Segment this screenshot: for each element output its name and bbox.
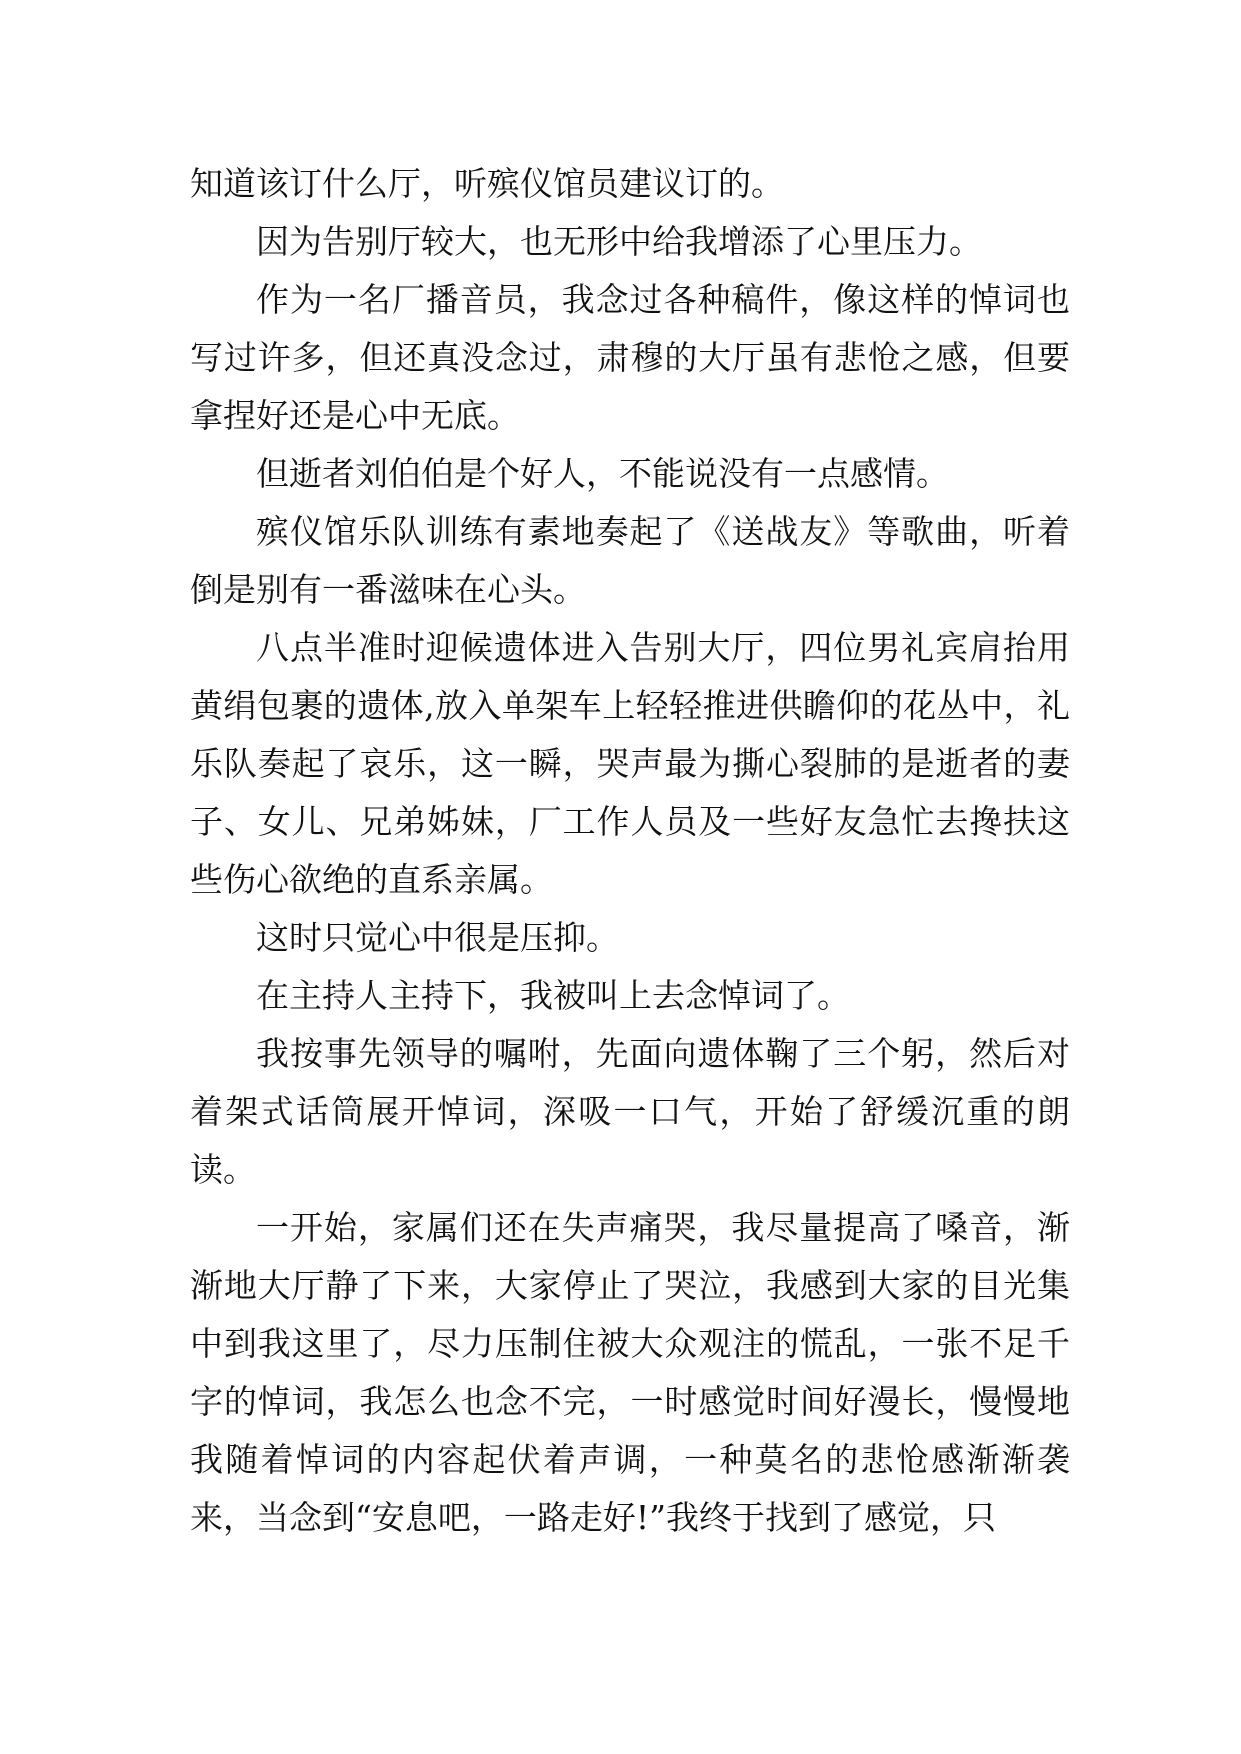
paragraph-5: 殡仪馆乐队训练有素地奏起了《送战友》等歌曲，听着倒是别有一番滋味在心头。 [190,512,1070,609]
document-body [190,155,1070,1547]
paragraph-10: 一开始，家属们还在失声痛哭，我尽量提高了嗓音，渐渐地大厅静了下来，大家停止了哭泣，我感到大家的目光集中到我这里了，尽力压制住被大众观注的慌乱，一张不足千字的悼词，我怎么也念不完，一时感觉时间好漫长，慢慢地我随着悼词的内容起伏着声调，一种莫名的悲怆感渐渐袭来，当念到“安息吧，一路走好!”我终于找到了感觉，只 [190,1208,1070,1537]
paragraph-1: 知道该订什么厅，听殡仪馆员建议订的。 [190,164,784,203]
paragraph-9: 我按事先领导的嘱咐，先面向遗体鞠了三个躬，然后对着架式话筒展开悼词，深吸一口气，开始了舒缓沉重的朗读。 [190,1034,1070,1189]
paragraph-4: 但逝者刘伯伯是个好人，不能说没有一点感情。 [256,454,949,493]
paragraph-2: 因为告别厅较大，也无形中给我增添了心里压力。 [256,222,982,261]
paragraph-7: 这时只觉心中很是压抑。 [256,918,619,957]
paragraph-8: 在主持人主持下，我被叫上去念悼词了。 [256,976,850,1015]
paragraph-6: 八点半准时迎候遗体进入告别大厅，四位男礼宾肩抬用黄绢包裹的遗体,放入单架车上轻轻推进供瞻仰的花丛中，礼乐队奏起了哀乐，这一瞬，哭声最为撕心裂肺的是逝者的妻子、女儿、兄弟姊妹，厂工作人员及一些好友急忙去搀扶这些伤心欲绝的直系亲属。 [190,628,1070,899]
paragraph-3: 作为一名厂播音员，我念过各种稿件，像这样的悼词也写过许多，但还真没念过，肃穆的大厅虽有悲怆之感，但要拿捏好还是心中无底。 [190,280,1070,435]
